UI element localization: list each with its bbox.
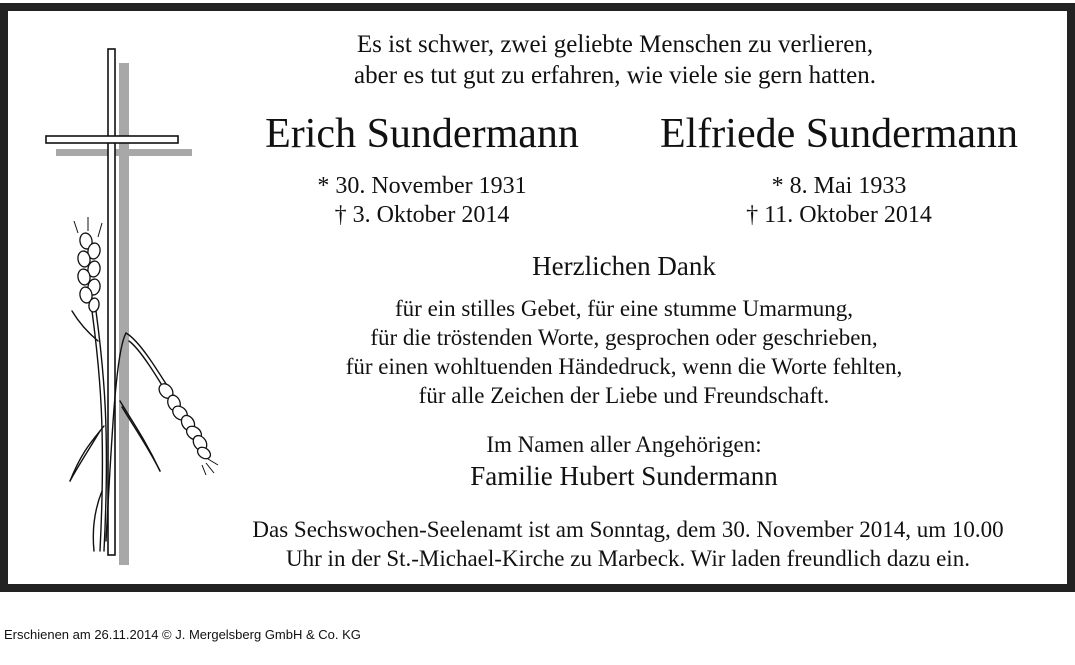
deceased-name-2: Elfriede Sundermann [659,111,1019,157]
birth-date-2: * 8. Mai 1933 [771,173,907,199]
birth-date-1: * 30. November 1931 [317,173,527,199]
signature-intro: Im Namen aller Angehörigen: [486,432,762,457]
death-date-2: † 11. Oktober 2014 [746,202,932,228]
thanks-line-4: für alle Zeichen der Liebe und Freundschaft. [418,383,830,408]
thanks-line-2: für die tröstenden Worte, gesprochen oder geschrieben, [370,325,878,350]
death-date-1: † 3. Oktober 2014 [334,202,510,228]
quote-line-1: Es ist schwer, zwei geliebte Menschen zu verlieren, [356,31,874,58]
quote-line-2: aber es tut gut zu erfahren, wie viele sie gern hatten. [354,62,876,89]
obituary-notice [0,3,1075,592]
deceased-name-1: Erich Sundermann [265,111,579,157]
thanks-heading: Herzlichen Dank [532,251,716,281]
thanks-line-1: für ein stilles Gebet, für eine stumme Umarmung, [395,296,853,321]
service-line-1: Das Sechswochen-Seelenamt ist am Sonntag, dem 30. November 2014, um 10.00 [252,517,1004,542]
service-line-2: Uhr in der St.-Michael-Kirche zu Marbeck. Wir laden freundlich dazu ein. [286,546,970,571]
thanks-line-3: für einen wohltuenden Händedruck, wenn die Worte fehlten, [345,354,903,379]
signature-family: Familie Hubert Sundermann [470,461,778,491]
publication-footer: Erschienen am 26.11.2014 © J. Mergelsberg GmbH & Co. KG [4,627,361,642]
